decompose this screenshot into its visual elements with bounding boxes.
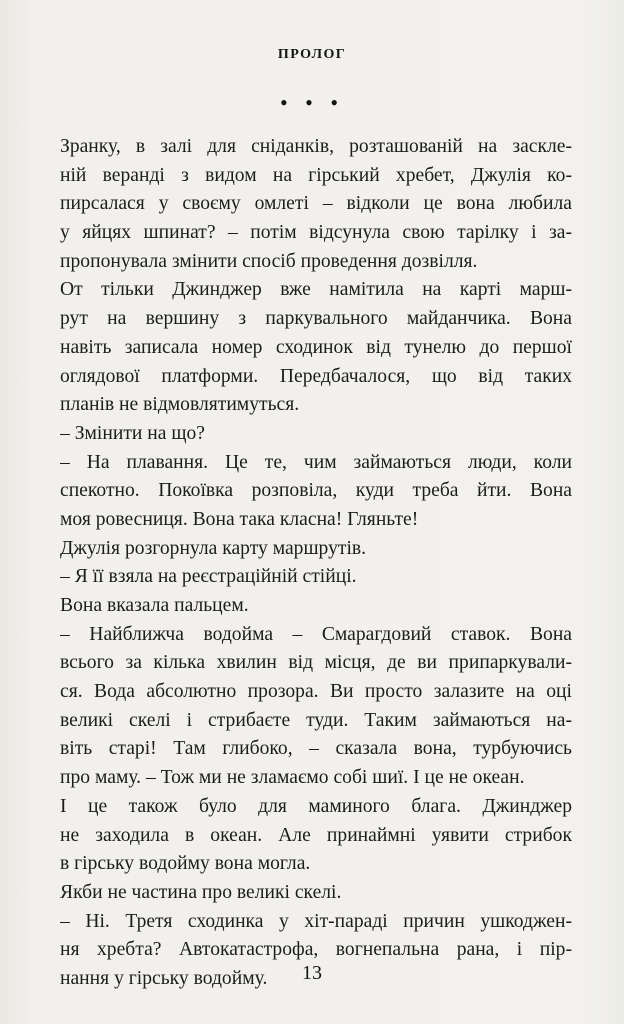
- text-line: віть старі! Там глибоко, – сказала вона, турбуючись: [60, 738, 572, 760]
- text-line: у яйцях шпинат? – потім відсунула свою тарілку і за-: [60, 222, 572, 244]
- text-line: спекотно. Покоївка розповіла, куди треба йти. Вона: [60, 480, 572, 502]
- text-line: ня хребта? Автокатастрофа, вогнепальна рана, і пір-: [60, 939, 572, 961]
- text-line: От тільки Джинджер вже намітила на карті марш-: [60, 279, 572, 301]
- text-line: великі скелі і стрибаєте туди. Таким займаються на-: [60, 709, 572, 731]
- text-line: пропонувала змінити спосіб проведення дозвілля.: [60, 250, 478, 272]
- text-line: не заходила в океан. Але принаймні уявити стрибок: [60, 824, 572, 846]
- text-line: про маму. – Тож ми не зламаємо собі шиї. І це не океан.: [60, 767, 525, 789]
- page-number: 13: [302, 962, 322, 984]
- text-line: – Змінити на що?: [60, 422, 205, 444]
- text-line: рут на вершину з паркувального майданчика. Вона: [60, 308, 572, 330]
- text-line: Зранку, в залі для сніданків, розташованій на заскле-: [60, 136, 572, 157]
- text-line: навіть записала номер сходинок від тунелю до першої: [60, 336, 572, 358]
- text-line: ся. Вода абсолютно прозора. Ви просто залазите на оці: [60, 681, 572, 703]
- text-line: оглядової платформи. Передбачалося, що від таких: [60, 365, 572, 387]
- text-line: моя ровесниця. Вона така класна! Гляньте!: [60, 508, 419, 530]
- text-line: нання у гірську водойму.: [60, 967, 268, 989]
- chapter-header: ПРОЛОГ: [277, 47, 347, 62]
- text-line: Джулія розгорнула карту маршрутів.: [60, 537, 367, 559]
- text-line: планів не відмовлятимуться.: [60, 394, 300, 416]
- text-line: всього за кілька хвилин від місця, де ви припаркували-: [60, 652, 572, 674]
- text-line: Вона вказала пальцем.: [60, 595, 249, 616]
- text-line: Якби не частина про великі скелі.: [60, 881, 342, 903]
- body-text: [60, 133, 572, 994]
- text-line: І це також було для маминого блага. Джинджер: [60, 795, 572, 817]
- text-line: в гірську водойму вона могла.: [60, 853, 311, 875]
- section-separator: • • •: [279, 90, 345, 115]
- text-line: – Ні. Третя сходинка у хіт-параді причин ушкоджен-: [60, 910, 572, 932]
- text-line: – Я її взяла на реєстраційній стійці.: [60, 566, 357, 588]
- text-line: – Найближча водойма – Смарагдовий ставок. Вона: [60, 623, 572, 645]
- text-line: пирсалася у своєму омлеті – відколи це вона любила: [60, 193, 572, 215]
- text-line: – На плавання. Це те, чим займаються люди, коли: [60, 451, 572, 473]
- text-line: ній веранді з видом на гірський хребет, Джулія ко-: [60, 164, 572, 186]
